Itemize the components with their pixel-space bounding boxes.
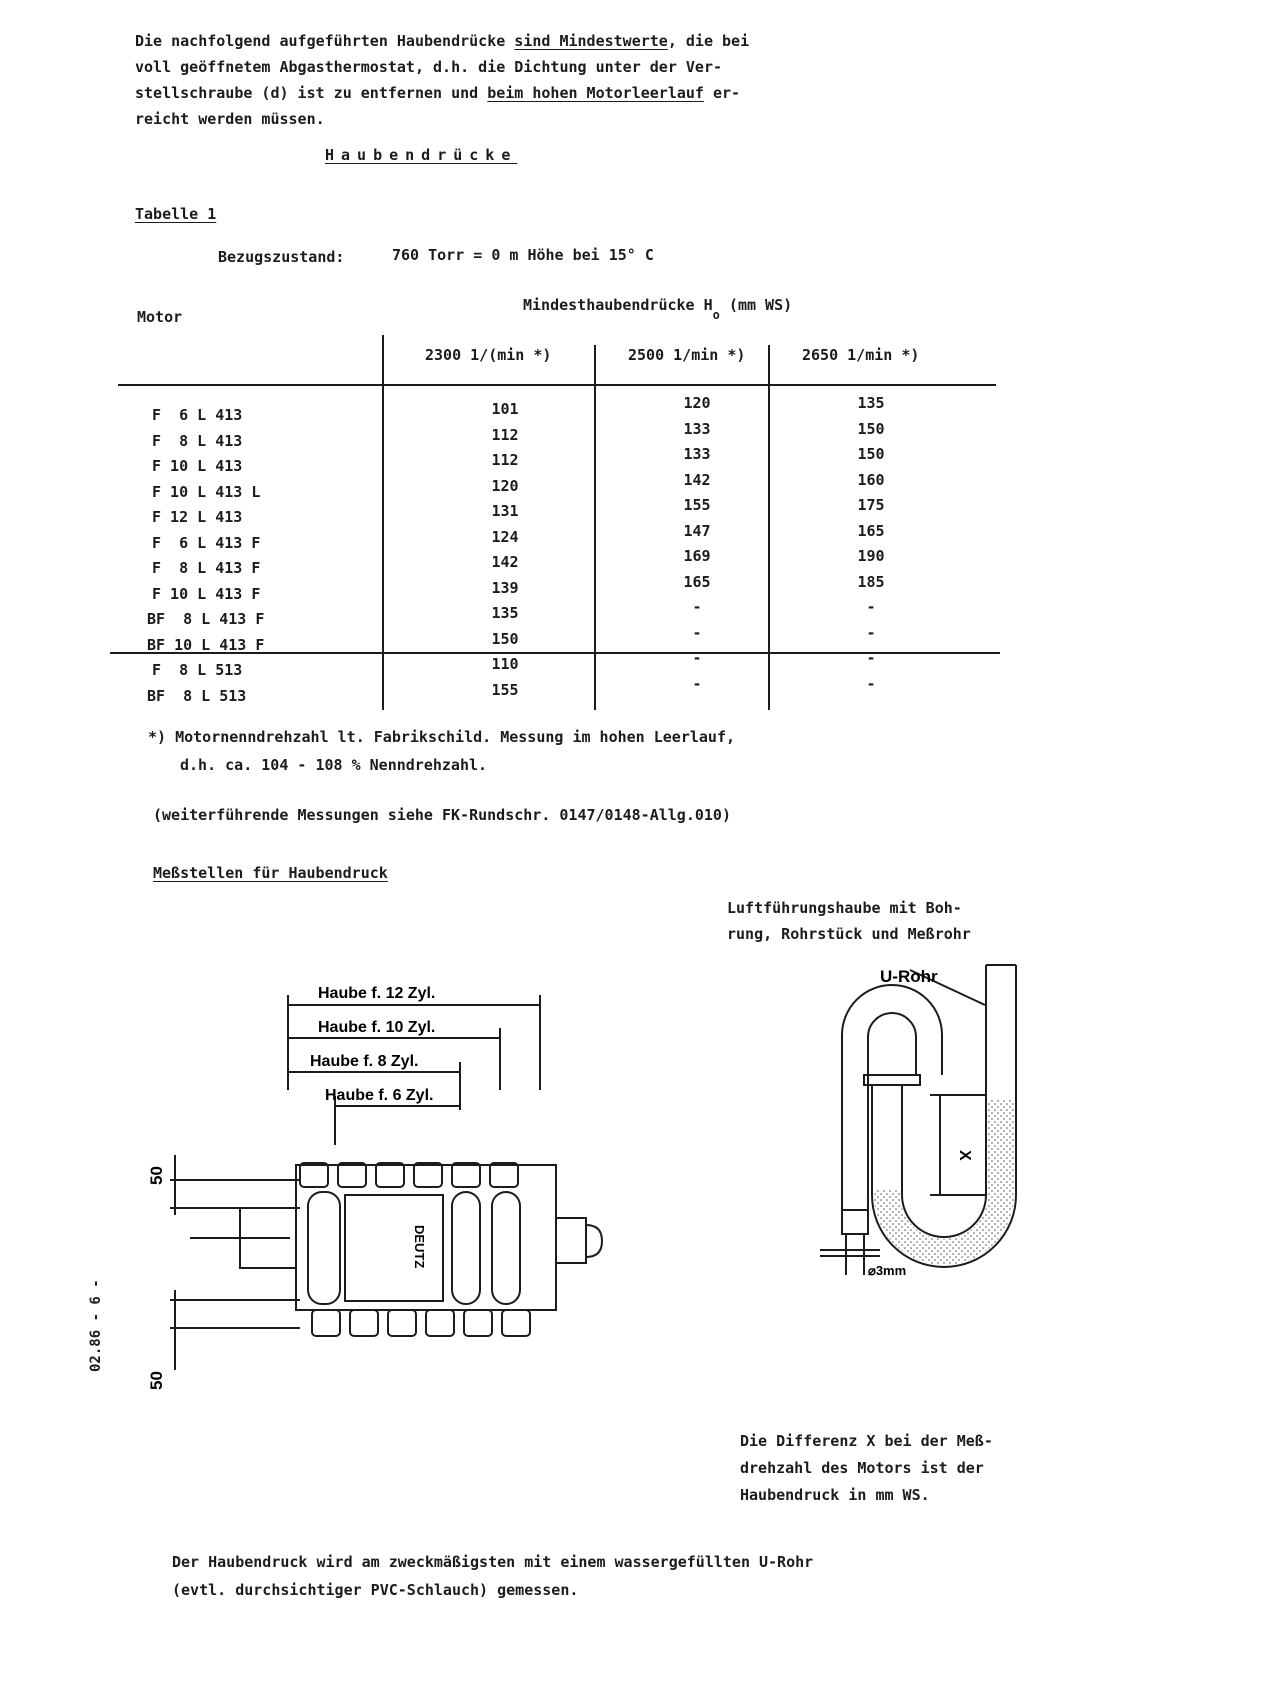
value-cell: 165 [857,521,885,540]
value-cell: 112 [491,425,519,444]
value-cell: 155 [683,496,711,514]
motor-cell: F 10 L 413 F [152,584,261,603]
motor-header: Motor [137,308,183,326]
value-cell: - [866,623,876,642]
value-cell: 133 [683,445,711,463]
value-cell: - [692,598,702,616]
value-cell: - [866,598,876,616]
value-cell: 120 [491,476,519,495]
value-cell: 101 [491,400,519,418]
difference-line-1: Die Differenz X bei der Meß- [740,1432,993,1450]
table-label: Tabelle 1 [135,205,217,223]
utube-caption-line-1: Luftführungshaube mit Boh- [727,899,962,917]
value-cell: - [692,674,702,693]
motor-cell: F 8 L 513 [152,661,243,679]
hood-label-12: Haube f. 12 Zyl. [318,985,436,1002]
cylinder-heads-top [300,1163,518,1187]
utube-label: U-Rohr [880,967,938,986]
hood-label-10: Haube f. 10 Zyl. [318,1019,436,1036]
motor-cell: F 12 L 413 [152,508,243,526]
reference-label: Bezugszustand: [218,248,345,266]
bore-label: ⌀3mm [868,1263,907,1278]
group-header: Mindesthaubendrücke $H_o$ (mm WS) [523,296,793,322]
intro-line-1a: Die nachfolgend aufgeführten Haubendrücke [135,32,515,50]
column-header-2650: 2650 1/min *) [802,346,920,364]
difference-line-2: drehzahl des Motors ist der [740,1459,984,1477]
value-cell: 110 [491,655,519,673]
value-cell: 135 [491,604,519,622]
intro-line-1b: , die bei [667,32,750,50]
intro-line-4: reicht werden müssen. [135,110,325,128]
motor-cell: BF 8 L 413 F [147,610,265,628]
value-cell: 133 [683,419,711,438]
value-cell: 185 [857,572,885,591]
motor-cell: F 6 L 413 F [152,533,261,552]
motor-cell: BF 8 L 513 [147,686,247,705]
dim-bottom-label: 50 [147,1371,166,1390]
section-title: Haubendrücke [325,146,518,164]
motor-cell: F 8 L 413 [152,431,243,450]
cylinder-heads-bottom [312,1310,530,1336]
motor-cell: F 10 L 413 [152,457,243,475]
reference-value: 760 Torr = 0 m Höhe bei 15° C [392,246,654,264]
motor-cell: F 10 L 413 L [152,482,261,501]
intro-line-3b: er- [703,84,741,102]
value-cell: 169 [683,547,711,565]
value-cell: 124 [491,527,519,546]
hood-label-8: Haube f. 8 Zyl. [310,1053,419,1070]
utube-caption-line-2: rung, Rohrstück und Meßrohr [727,925,971,943]
value-cell: 131 [491,502,519,520]
value-cell: 112 [491,451,519,469]
intro-emph-minimum: sind Mindestwerte [514,32,668,50]
footnote-line-2: d.h. ca. 104 - 108 % Nenndrehzahl. [180,756,488,774]
bottom-line-2: (evtl. durchsichtiger PVC-Schlauch) gemessen. [172,1581,579,1599]
further-reference: (weiterführende Messungen siehe FK-Rundschr. 0147/0148-Allg.010) [153,806,731,824]
column-header-2500: 2500 1/min *) [628,346,746,364]
hood-diagram [140,970,640,1410]
intro-emph-leerlauf: beim hohen Motorleerlauf [487,84,704,102]
value-cell: 155 [491,680,519,699]
bottom-note [172,1548,972,1604]
value-cell: 190 [857,547,885,565]
utube-diagram [810,955,1140,1305]
footnote-line-1: *) Motornenndrehzahl lt. Fabrikschild. Messung im hohen Leerlauf, [148,728,735,746]
value-cell: 175 [857,496,885,514]
dim-top-label: 50 [147,1166,166,1185]
value-cell: 150 [857,445,885,463]
value-cell: - [866,674,876,693]
motor-cell: F 8 L 413 F [152,559,261,577]
group-header-unit: (mm WS) [719,296,793,314]
page-side-note: 02.86 - 6 - [88,1279,104,1372]
utube-caption [727,895,1047,947]
measure-heading: Meßstellen für Haubendruck [153,864,388,882]
value-cell: 142 [683,470,711,489]
value-cell: 160 [857,470,885,489]
intro-paragraph [135,28,855,132]
difference-line-3: Haubendruck in mm WS. [740,1486,930,1504]
value-cell: - [692,649,702,667]
value-cell: - [866,649,876,667]
table-header-rule [118,384,996,386]
value-cell: - [692,623,702,642]
value-cell: 150 [857,419,885,438]
table-col-divider-3 [768,345,770,710]
group-header-sub: o [712,308,720,322]
difference-note [740,1428,1050,1509]
value-cell: 120 [683,394,711,412]
motor-cell: F 6 L 413 [152,406,243,424]
value-cell: 135 [857,394,885,412]
value-cell: 139 [491,578,519,597]
brand-label: DEUTZ [412,1225,427,1269]
hood-label-6: Haube f. 6 Zyl. [325,1087,434,1104]
motor-cell: BF 10 L 413 F [147,635,265,654]
value-cell: 142 [491,553,519,571]
table-col-divider-1 [382,335,384,710]
value-cell: 165 [683,572,711,591]
intro-line-3a: stellschraube (d) ist zu entfernen und [135,84,488,102]
bottom-line-1: Der Haubendruck wird am zweckmäßigsten mit einem wassergefüllten U-Rohr [172,1553,814,1571]
column-header-2300: 2300 1/(min *) [425,346,552,364]
value-cell: 147 [683,521,711,540]
value-cell: 150 [491,629,519,648]
intro-line-2: voll geöffnetem Abgasthermostat, d.h. die Dichtung unter der Ver- [135,58,722,76]
water-fill [874,1100,1014,1265]
x-label: X [956,1150,973,1161]
table-col-divider-2 [594,345,596,710]
